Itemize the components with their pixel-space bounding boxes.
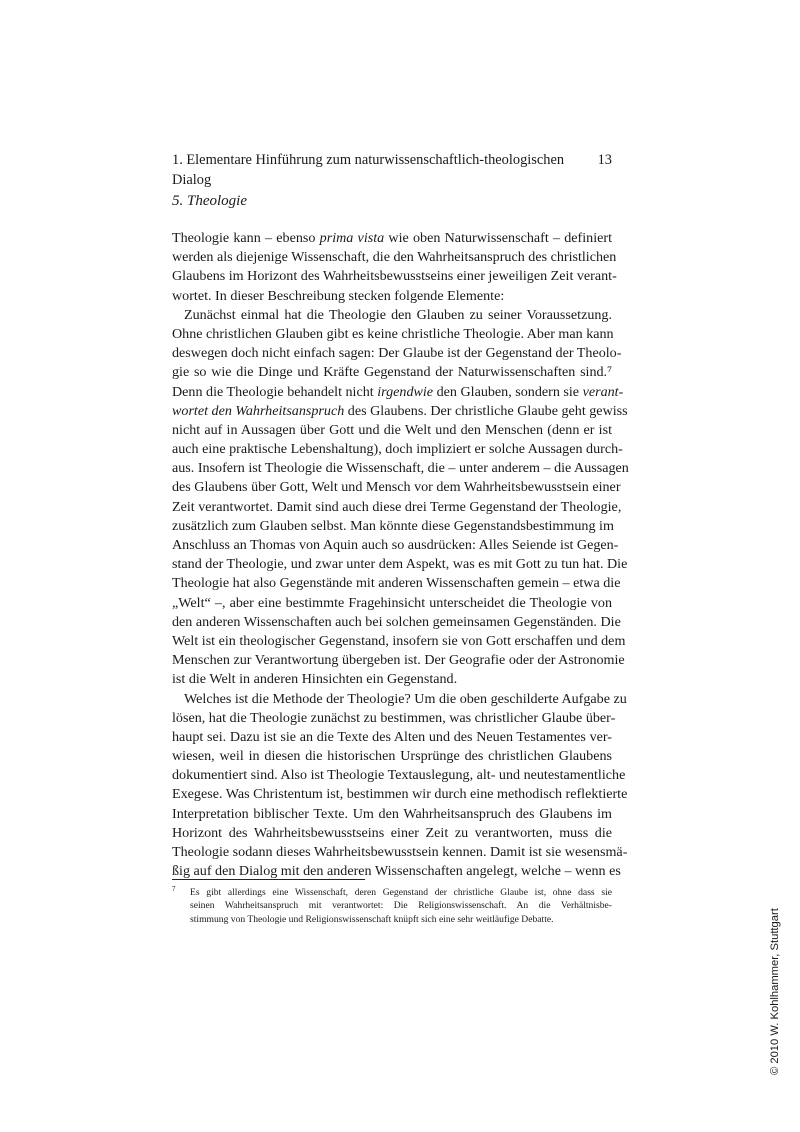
text-line: des Glaubens über Gott, Welt und Mensch vor dem Wahrheitsbewusstsein einer — [172, 479, 621, 496]
copyright-notice: © 2010 W. Kohlhammer, Stuttgart — [769, 908, 781, 1075]
text-line: Horizont des Wahrheitsbewusstseins einer Zeit zu verantworten, muss die — [172, 824, 612, 841]
footnote-divider — [172, 879, 365, 880]
text-line: „Welt“ –, aber eine bestimmte Fragehinsicht unterscheidet die Theologie von — [172, 594, 612, 611]
footnote-marker: 7 — [172, 885, 176, 893]
paragraph — [172, 306, 629, 690]
body-text — [172, 229, 629, 881]
text-line: dokumentiert sind. Also ist Theologie Textauslegung, alt- und neutestamentliche — [172, 767, 626, 784]
paragraph — [172, 229, 617, 306]
footnote-line: stimmung von Theologie und Religionswissenschaft knüpft sich eine sehr weitläufige Debatte. — [190, 913, 554, 925]
text-line: Menschen zur Verantwortung übergeben ist. Der Geografie oder der Astronomie — [172, 652, 625, 669]
text-line: Theologie kann – ebenso prima vista wie oben Naturwissenschaft – definiert — [172, 230, 612, 246]
section-heading: 5. Theologie — [172, 193, 247, 209]
text-line: Anschluss an Thomas von Aquin auch so ausdrücken: Alles Seiende ist Gegen- — [172, 537, 619, 553]
text-line: ßig auf den Dialog mit den anderen Wissenschaften angelegt, welche – wenn es — [172, 863, 621, 880]
paragraph — [172, 690, 628, 882]
text-line: Glaubens im Horizont des Wahrheitsbewusstseins einer jeweiligen Zeit verant- — [172, 268, 617, 285]
text-line: haupt sei. Dazu ist sie an die Texte des Alten und des Neuen Testamentes ver- — [172, 728, 612, 745]
text-line: Welches ist die Methode der Theologie? Um die oben geschilderte Aufgabe zu — [184, 690, 627, 707]
text-line: nicht auf in Aussagen über Gott und die Welt und den Menschen (denn er ist — [172, 421, 612, 438]
running-head — [172, 150, 612, 190]
footnote-line: Es gibt allerdings eine Wissenschaft, deren Gegenstand der christliche Glaube ist, ohne dass sie — [190, 887, 612, 898]
footnote-line: seinen Wahrheitsanspruch mit verantwortet: Die Religionswissenschaft. An die Verhältnisbe- — [190, 900, 612, 912]
text-line: wortet den Wahrheitsanspruch des Glaubens. Der christliche Glaube geht gewiss — [172, 402, 628, 419]
text-line: Zeit verantwortet. Damit sind auch diese drei Terme Gegenstand der Theologie, — [172, 498, 622, 515]
text-line: Zunächst einmal hat die Theologie den Glauben zu seiner Voraussetzung. — [184, 306, 612, 323]
text-line: auch eine praktische Lebenshaltung), doch impliziert er solche Aussagen durch- — [172, 441, 623, 458]
page-number: 13 — [597, 152, 612, 168]
text-line: den anderen Wissenschaften auch bei solchen gemeinsamen Gegenständen. Die — [172, 613, 621, 630]
text-line: gie so wie die Dinge und Kräfte Gegenstand der Naturwissenschaften sind.⁷ — [172, 364, 612, 381]
running-head-title: 1. Elementare Hinführung zum naturwissenschaftlich-theologischen Dialog — [172, 152, 565, 188]
text-line: lösen, hat die Theologie zunächst zu bestimmen, was christlicher Glaube über- — [172, 709, 616, 726]
text-line: wortet. In dieser Beschreibung stecken folgende Elemente: — [172, 287, 505, 304]
text-line: werden als diejenige Wissenschaft, die den Wahrheitsanspruch des christlichen — [172, 249, 617, 266]
text-line: Ohne christlichen Glauben gibt es keine christliche Theologie. Aber man kann — [172, 325, 614, 342]
text-line: aus. Insofern ist Theologie die Wissenschaft, die – unter anderem – die Aussagen — [172, 460, 629, 477]
text-line: Welt ist ein theologischer Gegenstand, insofern sie von Gott erschaffen und dem — [172, 632, 626, 649]
text-line: wiesen, weil in diesen die historischen Ursprünge des christlichen Glaubens — [172, 748, 612, 765]
text-line: Exegese. Was Christentum ist, bestimmen wir durch eine methodisch reflektierte — [172, 786, 628, 803]
text-line: stand der Theologie, und zwar unter dem Aspekt, was es mit Gott zu tun hat. Die — [172, 556, 628, 573]
text-line: Theologie hat also Gegenstände mit anderen Wissenschaften gemein – etwa die — [172, 575, 621, 592]
text-line: Theologie sodann dieses Wahrheitsbewusstsein kennen. Damit ist sie wesensmä- — [172, 844, 628, 860]
text-line: deswegen doch nicht einfach sagen: Der Glaube ist der Gegenstand der Theolo- — [172, 345, 622, 362]
footnote — [172, 886, 612, 926]
text-line: zusätzlich zum Glauben selbst. Man könnte diese Gegenstandsbestimmung im — [172, 517, 614, 534]
text-line: Interpretation biblischer Texte. Um den Wahrheitsanspruch des Glaubens im — [172, 805, 612, 822]
text-line: Denn die Theologie behandelt nicht irgendwie den Glauben, sondern sie verant- — [172, 383, 624, 400]
text-line: ist die Welt in anderen Hinsichten ein Gegenstand. — [172, 671, 458, 688]
footnote-text — [190, 886, 612, 926]
